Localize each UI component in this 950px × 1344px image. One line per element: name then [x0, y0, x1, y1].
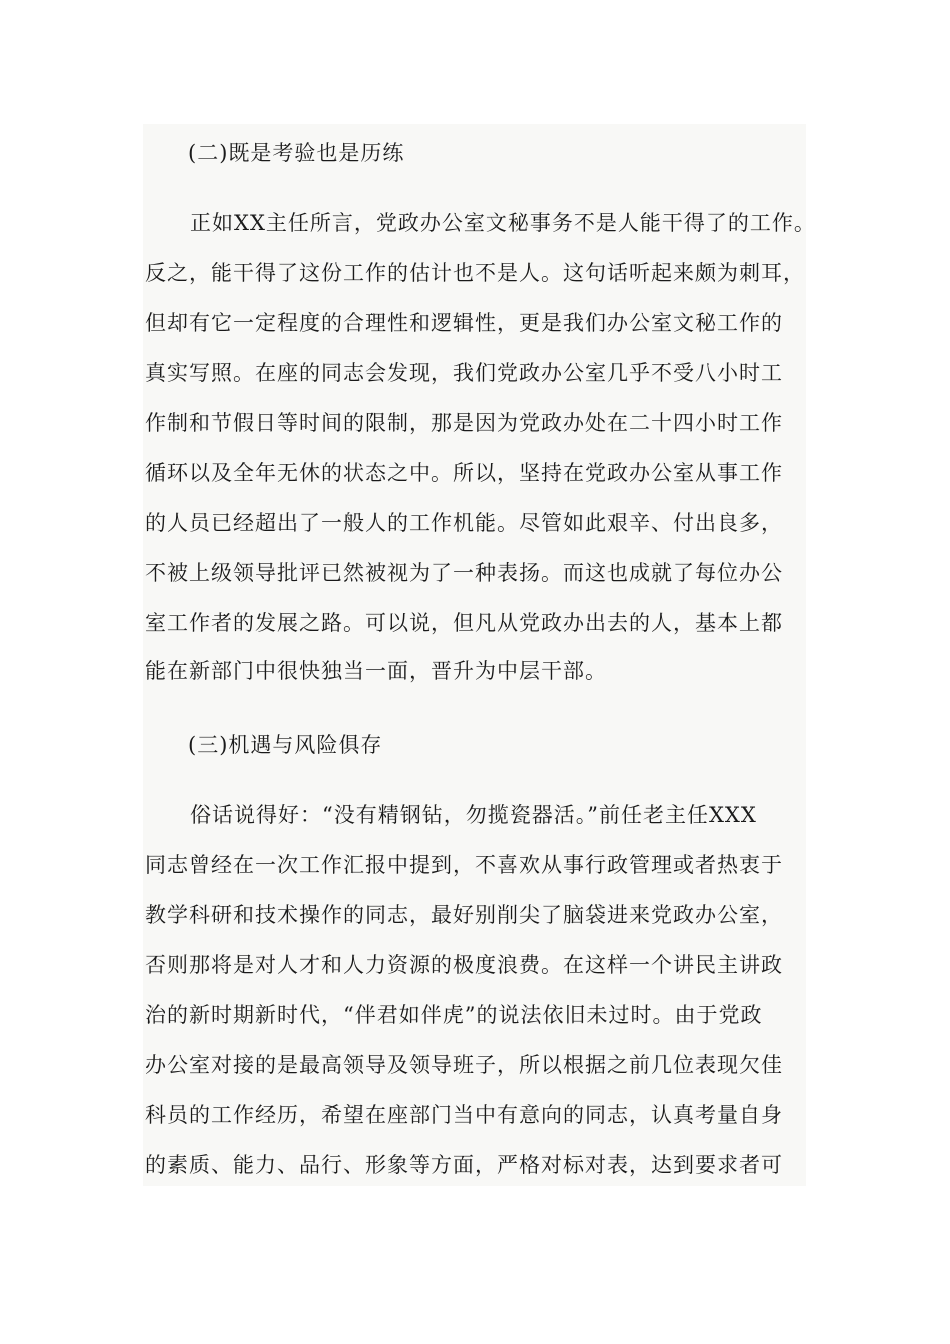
paragraph-line: 教学科研和技术操作的同志，最好别削尖了脑袋进来党政办公室， — [145, 903, 783, 927]
paragraph-line: 的素质、能力、品行、形象等方面，严格对标对表，达到要求者可 — [145, 1153, 783, 1177]
section-heading-2: (二)既是考验也是历练 — [188, 141, 405, 165]
paragraph-line: 作制和节假日等时间的限制，那是因为党政办处在二十四小时工作 — [145, 411, 783, 435]
paragraph-line: 但却有它一定程度的合理性和逻辑性，更是我们办公室文秘工作的 — [145, 311, 783, 335]
paragraph-line: 科员的工作经历，希望在座部门当中有意向的同志，认真考量自身 — [145, 1103, 783, 1127]
paragraph-line: 室工作者的发展之路。可以说，但凡从党政办出去的人，基本上都 — [145, 611, 783, 635]
paragraph-line: 治的新时期新时代，“伴君如伴虎”的说法依旧未过时。由于党政 — [145, 1003, 763, 1027]
paragraph-line: 反之，能干得了这份工作的估计也不是人。这句话听起来颇为刺耳， — [145, 261, 805, 285]
paragraph-line: 能在新部门中很快独当一面，晋升为中层干部。 — [145, 659, 607, 683]
paragraph-line: 真实写照。在座的同志会发现，我们党政办公室几乎不受八小时工 — [145, 361, 783, 385]
paragraph-line: 的人员已经超出了一般人的工作机能。尽管如此艰辛、付出良多， — [145, 511, 783, 535]
paragraph-line: 否则那将是对人才和人力资源的极度浪费。在这样一个讲民主讲政 — [145, 953, 783, 977]
paragraph-line: 办公室对接的是最高领导及领导班子，所以根据之前几位表现欠佳 — [145, 1053, 783, 1077]
paragraph-line: 不被上级领导批评已然被视为了一种表扬。而这也成就了每位办公 — [145, 561, 783, 585]
paragraph-line: 循环以及全年无休的状态之中。所以，坚持在党政办公室从事工作 — [145, 461, 783, 485]
paragraph-line: 正如XX主任所言，党政办公室文秘事务不是人能干得了的工作。 — [190, 211, 816, 235]
paragraph-line: 俗话说得好：“没有精钢钻，勿揽瓷器活。”前任老主任XXX — [190, 803, 757, 827]
section-heading-3: (三)机遇与风险俱存 — [188, 733, 383, 757]
paragraph-line: 同志曾经在一次工作汇报中提到，不喜欢从事行政管理或者热衷于 — [145, 853, 783, 877]
